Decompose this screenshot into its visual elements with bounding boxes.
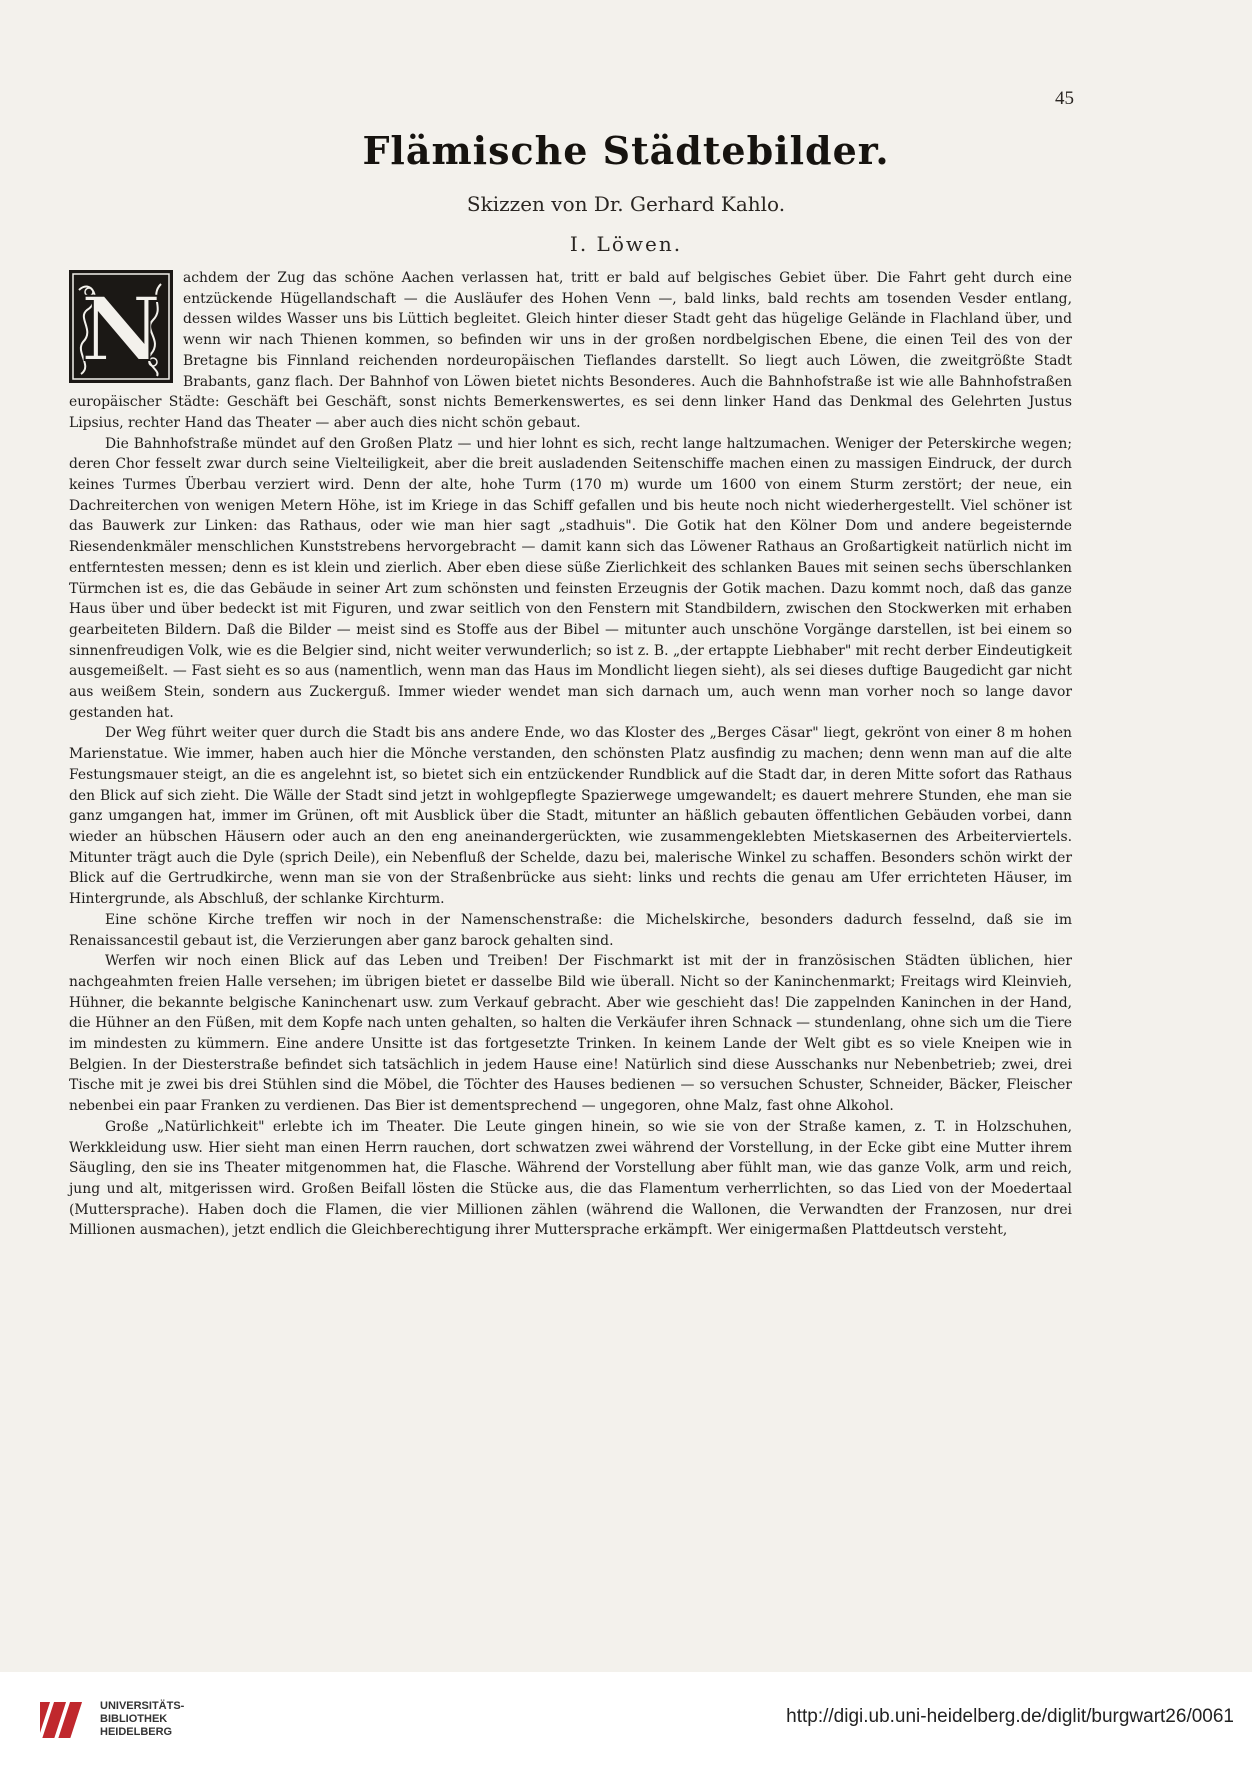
library-name-line: BIBLIOTHEK <box>100 1713 168 1725</box>
paragraph-text: achdem der Zug das schöne Aachen verlassen hat, tritt er bald auf belgisches Gebiet über. Die Fahrt geht durch eine entzückende Hügellandschaft — die Ausläufer des Hohen Venn —, bald links, bald rechts am tosenden Vesder entlang, dessen wildes Wasser uns bis Lüttich begleitet. Gleich hinter dieser Stadt geht das hügelige Gelände in Flachland über, und wenn wir nach Thienen kommen, so befinden wir uns in der großen nordbelgischen Ebene, die einen Teil des von der Bretagne bis Finnland reichenden nordeuropäischen Tieflandes darstellt. So liegt auch Löwen, die zweitgrößte Stadt Brabants, ganz flach. Der Bahnhof von Löwen bietet nichts Besonderes. Auch die Bahnhofstraße ist wie alle Bahnhofstraßen europäischer Städte: Geschäft bei Geschäft, sonst nichts Bemerkenswertes, es sei denn linker Hand das Denkmal des Gelehrten Justus Lipsius, rechter Hand das Theater — aber auch dies nicht schön gebaut. <box>69 270 1072 431</box>
paragraph: Der Weg führt weiter quer durch die Stadt bis ans andere Ende, wo das Kloster des „Berges Cäsar" liegt, gekrönt von einer 8 m hohen Marienstatue. Wie immer, haben auch hier die Mönche verstanden, den schönsten Platz ausfindig zu machen; denn wenn man auf die alte Festungsmauer steigt, an die es angelehnt ist, so bietet sich ein entzückender Rundblick auf die Stadt dar, in deren Mitte sofort das Rathaus den Blick auf sich zieht. Die Wälle der Stadt sind jetzt in wohlgepflegte Spazierwege umgewandelt; es dauert mehrere Stunden, ehe man sie ganz umgangen hat, immer im Grünen, oft mit Ausblick über die Stadt, mitunter an häßlich gebauten öffentlichen Gebäuden vorbei, dann wieder an hübschen Häusern oder auch an den eng aneinandergerückten, wie zusammengeklebten Mietskasernen des Arbeiterviertels. Mitunter trägt auch die Dyle (sprich Deile), ein Nebenfluß der Schelde, dazu bei, malerische Winkel zu schaffen. Besonders schön wirkt der Blick auf die Gertrudkirche, wenn man sie von der Straßenbrücke aus sieht: links und rechts die genau am Ufer errichteten Häuser, im Hintergrunde, als Abschluß, der schlanke Kirchturm. <box>69 725 1072 908</box>
viewer-footer <box>0 1672 1252 1775</box>
paragraph: Die Bahnhofstraße mündet auf den Großen Platz — und hier lohnt es sich, recht lange haltzumachen. Weniger der Peterskirche wegen; deren Chor fesselt zwar durch seine Vielteiligkeit, aber die breit ausladenden Seitenschiffe machen einen zu massigen Eindruck, der durch keines Turmes Überbau verziert wird. Denn der alte, hohe Turm (170 m) wurde um 1600 von einem Sturm zerstört; der neue, ein Dachreiterchen von wenigen Metern Höhe, ist im Kriege in das Schiff gefallen und bis heute noch nicht wiederhergestellt. Viel schöner ist das Bauwerk zur Linken: das Rathaus, oder wie man hier sagt „stadhuis". Die Gotik hat den Kölner Dom und andere begeisternde Riesendenkmäler menschlichen Kunststrebens hervorgebracht — damit kann sich das Löwener Rathaus an Großartigkeit natürlich nicht im entferntesten messen; denn es ist klein und zierlich. Aber eben diese süße Zierlichkeit des schlanken Baues mit seinen sechs überschlanken Türmchen ist es, die das Gebäude in seiner Art zum schönsten und feinsten Erzeugnis der Gotik machen. Dazu kommt noch, daß das ganze Haus über und über bedeckt ist mit Figuren, und zwar seitlich von den Fenstern mit Standbildern, zwischen den Stockwerken mit erhaben gearbeiteten Bildern. Daß die Bilder — meist sind es Stoffe aus der Bibel — mitunter auch unschöne Vorgänge darstellen, ist bei einem so sinnenfreudigen Volk, wie es die Belgier sind, nicht weiter verwunderlich; so ist z. B. „der ertappte Liebhaber" mit recht derber Eindeutigkeit ausgemeißelt. — Fast sieht es so aus (namentlich, wenn man das Haus im Mondlicht liegen sieht), als sei dieses duftige Baugedicht gar nicht aus weißem Stein, sondern aus Zuckerguß. Immer wieder wendet man sich darnach um, auch wenn man vorher noch so lange davor gestanden hat. <box>69 435 1072 721</box>
paragraph: Große „Natürlichkeit" erlebte ich im Theater. Die Leute gingen hinein, so wie sie von der Straße kamen, z. T. in Holzschuhen, Werkkleidung usw. Hier sieht man einen Herrn rauchen, dort schwatzen zwei während der Vorstellung, in der Ecke gibt eine Mutter ihrem Säugling, den sie ins Theater mitgenommen hat, die Flasche. Während der Vorstellung aber fühlt man, wie das ganze Volk, arm und reich, jung und alt, mitgerissen wird. Großen Beifall lösten die Stücke aus, die das Flamentum verherrlichten, so das Lied von der Moedertaal (Muttersprache). Haben doch die Flamen, die vier Millionen zählen (während die Wallonen, die Verwandten der Franzosen, nur drei Millionen ausmachen), jetzt endlich die Gleichberechtigung ihrer Muttersprache erkämpft. Wer einigermaßen Plattdeutsch versteht, <box>69 1118 1072 1239</box>
section-heading: I. Löwen. <box>569 232 683 256</box>
library-name-line: HEIDELBERG <box>100 1726 173 1738</box>
article-subtitle: Skizzen von Dr. Gerhard Kahlo. <box>466 192 786 216</box>
drop-cap-letter: N <box>80 277 162 381</box>
library-logo-icon[interactable] <box>40 1696 92 1748</box>
article-body <box>69 268 1072 1241</box>
article-title: Flämische Städtebilder. <box>362 128 890 173</box>
library-name <box>100 1700 184 1739</box>
paragraph: Werfen wir noch einen Blick auf das Leben und Treiben! Der Fischmarkt ist mit der in französischen Städten üblichen, hier nachgeahmten freien Halle versehen; im übrigen bietet er dasselbe Bild wie überall. Nicht so der Kaninchenmarkt; Freitags wird Kleinvieh, Hühner, die bekannte belgische Kaninchenart usw. zum Verkauf gebracht. Aber wie geschieht das! Die zappelnden Kaninchen in der Hand, die Hühner an den Füßen, mit dem Kopfe nach unten gehalten, so halten die Verkäufer ihren Schnack — stundenlang, ohne sich um die Tiere im mindesten zu kümmern. Eine andere Unsitte ist das fortgesetzte Trinken. In keinem Lande der Welt gibt es so viele Kneipen wie in Belgien. In der Diesterstraße befindet sich tatsächlich in jedem Hause eine! Natürlich sind diese Ausschanks nur Nebenbetrieb; zwei, drei Tische mit je zwei bis drei Stühlen sind die Möbel, die Töchter des Hauses bedienen — so versuchen Schuster, Schneider, Bäcker, Fleischer nebenbei ein paar Franken zu verdienen. Das Bier ist dementsprechend — ungegoren, ohne Malz, fast ohne Alkohol. <box>69 953 1072 1115</box>
library-name-line: UNIVERSITÄTS- <box>100 1700 185 1712</box>
ornamental-initial-icon <box>69 270 173 383</box>
page-number: 45 <box>1055 88 1074 109</box>
document-url-link[interactable]: http://digi.ub.uni-heidelberg.de/diglit/burgwart26/0061 <box>786 1706 1234 1727</box>
paragraph <box>69 268 1072 434</box>
paragraph: Eine schöne Kirche treffen wir noch in der Namenschenstraße: die Michelskirche, besonders dadurch fesselnd, daß sie im Renaissancestil gebaut ist, die Verzierungen aber ganz barock gehalten sind. <box>69 911 1072 949</box>
